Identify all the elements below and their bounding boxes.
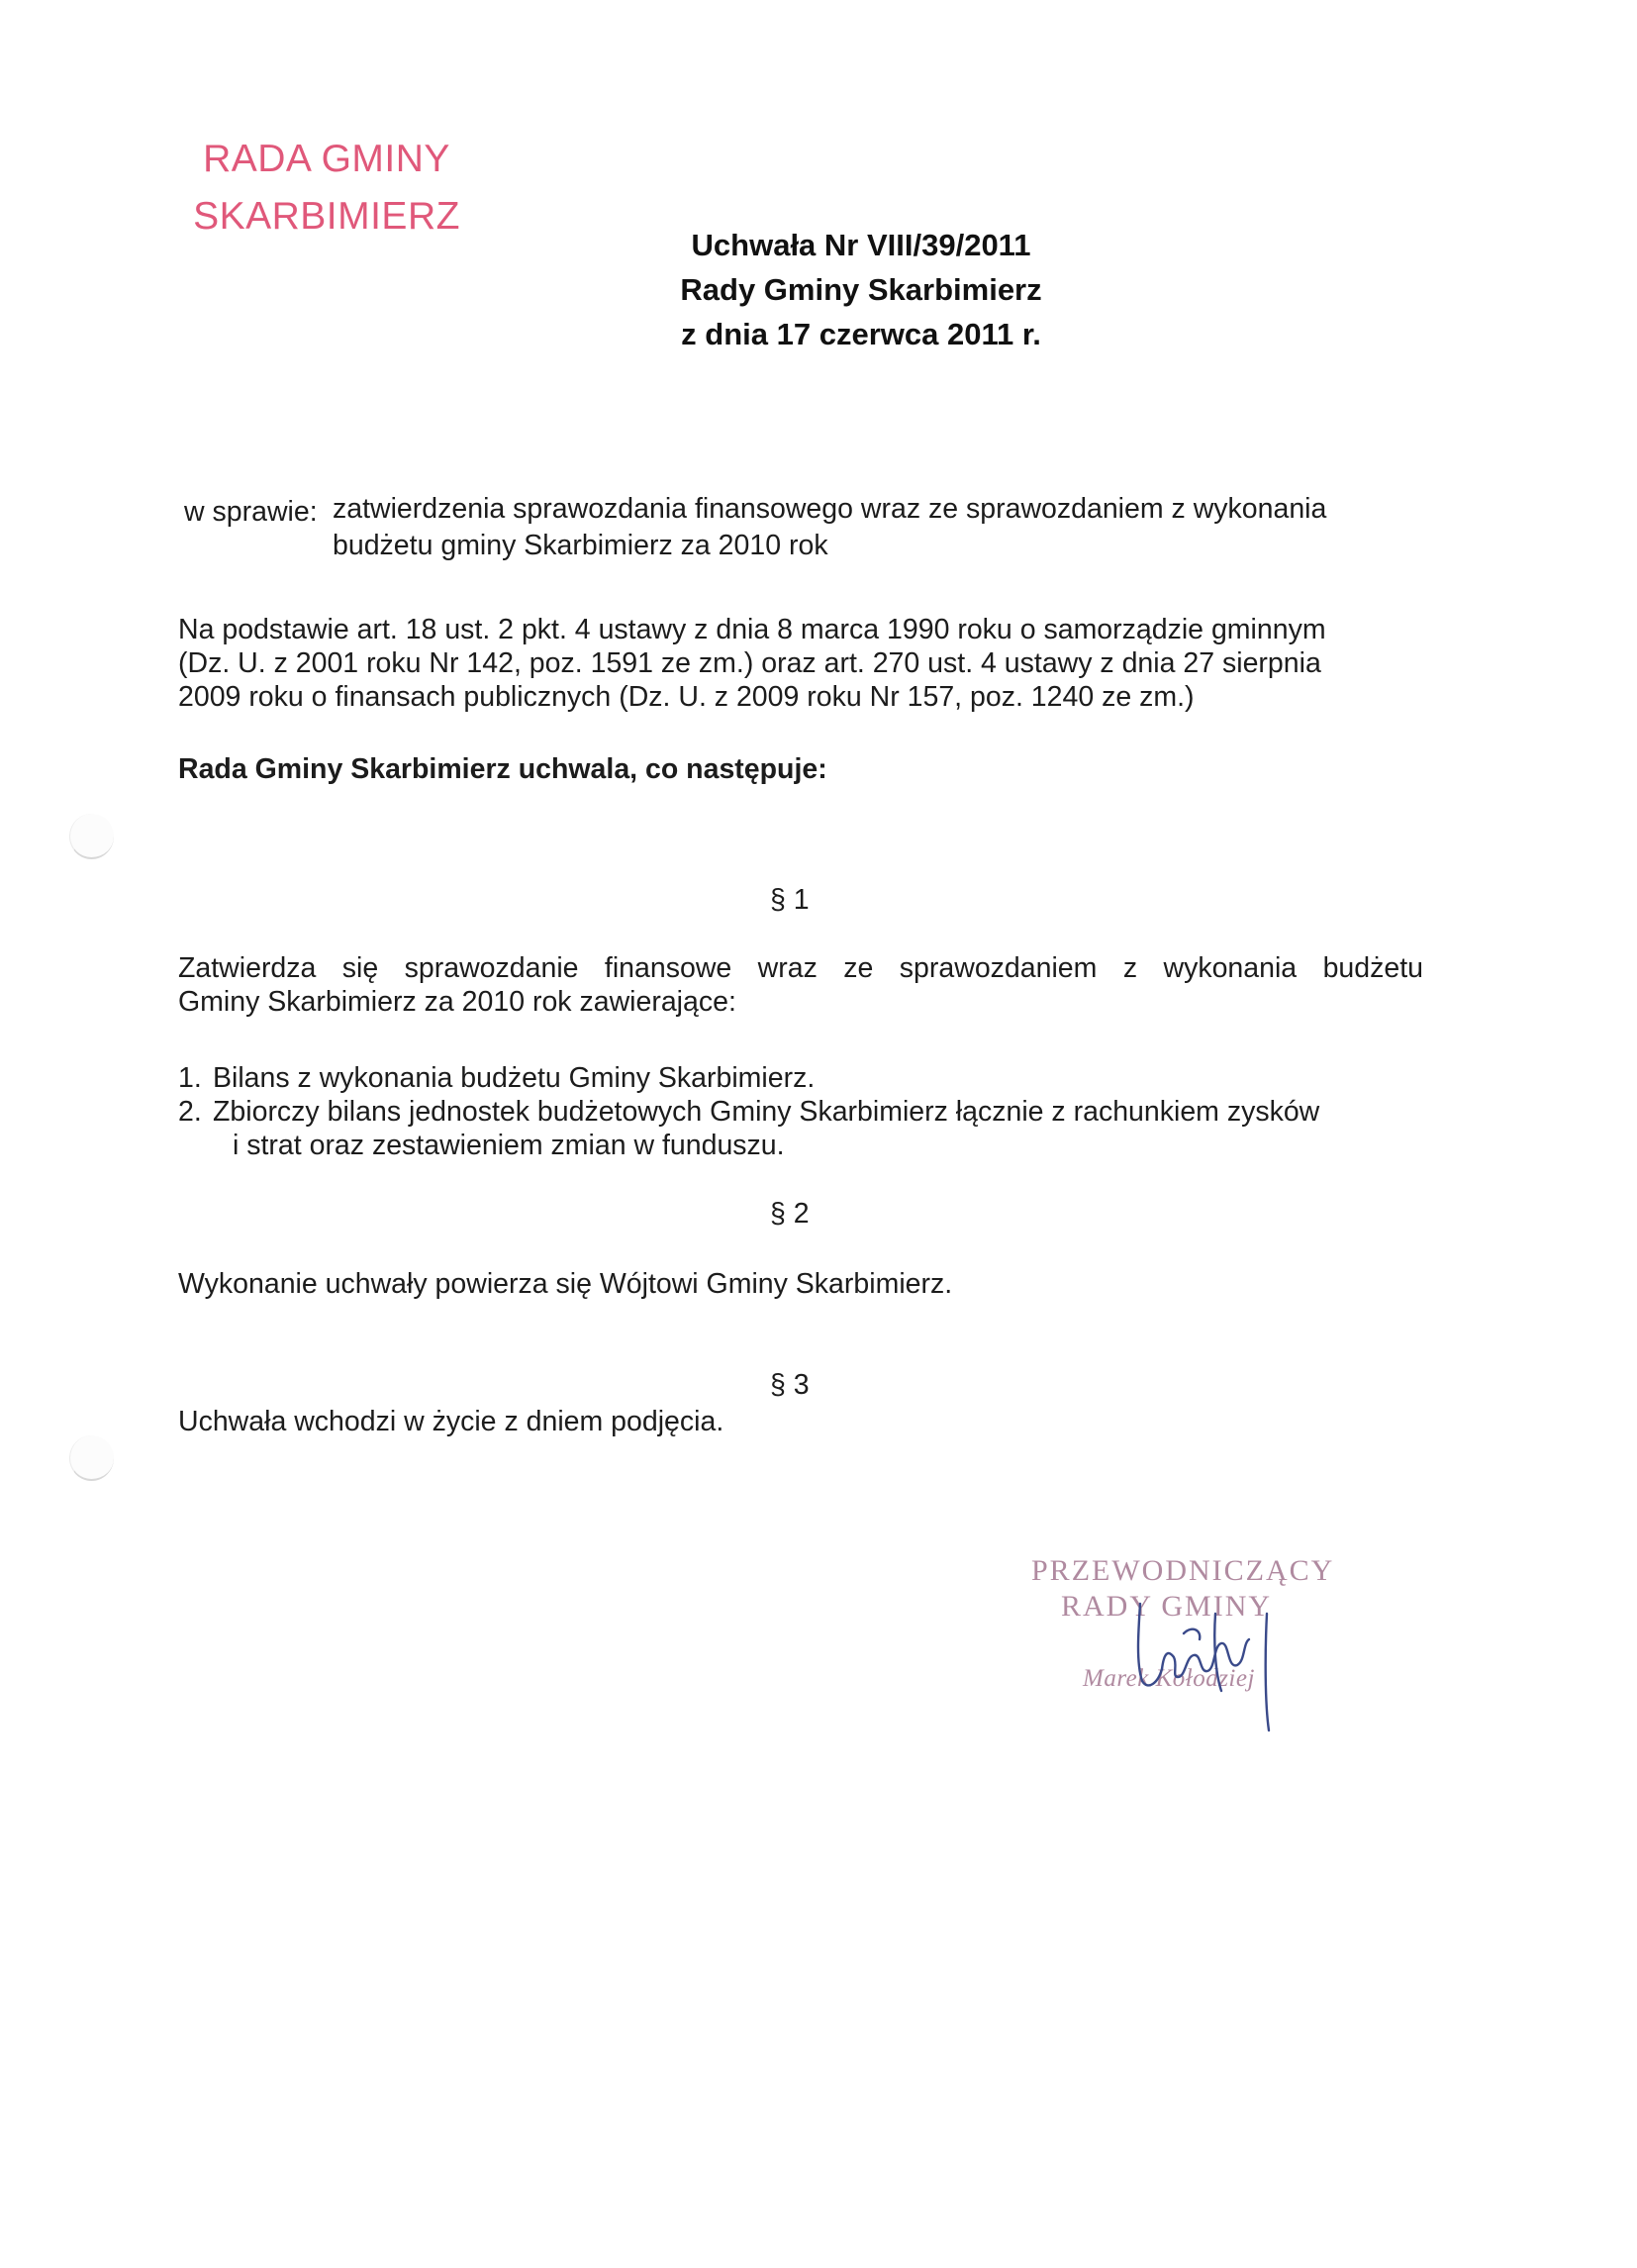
section-3-text: Uchwała wchodzi w życie z dniem podjęcia. [178,1406,724,1437]
header-stamp-line2: SKARBIMIERZ [193,195,460,238]
legal-basis-line3: 2009 roku o finansach publicznych (Dz. U. z 2009 roku Nr 157, poz. 1240 ze zm.) [178,681,1195,713]
legal-basis-line1: Na podstawie art. 18 ust. 2 pkt. 4 ustawy z dnia 8 marca 1990 roku o samorządzie gminnym [178,614,1326,645]
subject-line2: budżetu gminy Skarbimierz za 2010 rok [333,530,828,561]
section-1-text-line1: Zatwierdza się sprawozdanie finansowe wraz ze sprawozdaniem z wykonania budżetu [178,952,1423,984]
stamp-name: Marek Kołodziej [1083,1665,1255,1692]
council-header-stamp [168,131,485,246]
section-1-text-line2: Gminy Skarbimierz za 2010 rok zawierające: [178,986,736,1018]
legal-basis-line2: (Dz. U. z 2001 roku Nr 142, poz. 1591 ze zm.) oraz art. 270 ust. 4 ustawy z dnia 27 sierpnia [178,647,1321,679]
resolution-intro: Rada Gminy Skarbimierz uchwala, co następuje: [178,753,827,785]
list-item [178,1095,1319,1162]
section-2-heading: § 2 [770,1198,810,1230]
header-stamp-line1: RADA GMINY [203,138,450,180]
resolution-title [633,223,1089,356]
list-item-continuation: i strat oraz zestawieniem zmian w funduszu. [233,1130,785,1161]
section-1-text [178,951,1423,1019]
title-line1: Uchwała Nr VIII/39/2011 [691,228,1031,262]
handwritten-signature [1099,1574,1297,1732]
stamp-title-line1: PRZEWODNICZĄCY [1031,1554,1335,1587]
punch-hole-mark [69,1435,114,1481]
title-line3: z dnia 17 czerwca 2011 r. [681,317,1041,351]
punch-hole-mark [69,814,114,859]
section-3-heading: § 3 [770,1369,810,1401]
list-item-text: Bilans z wykonania budżetu Gminy Skarbimierz. [213,1062,816,1094]
legal-basis [178,613,1425,714]
section-1-heading: § 1 [770,884,810,916]
list-item-number: 1. [178,1062,202,1094]
section-2-text: Wykonanie uchwały powierza się Wójtowi Gminy Skarbimierz. [178,1268,953,1300]
list-item [178,1061,1319,1095]
subject-label: w sprawie: [184,496,318,528]
stamp-title-line2: RADY GMINY [1061,1590,1273,1623]
subject-line1: zatwierdzenia sprawozdania finansowego wraz ze sprawozdaniem z wykonania [333,493,1327,525]
chairman-signature-stamp [1019,1554,1376,1732]
section-1-list [178,1061,1319,1162]
title-line2: Rady Gminy Skarbimierz [680,272,1042,307]
list-item-text: Zbiorczy bilans jednostek budżetowych Gminy Skarbimierz łącznie z rachunkiem zysków [213,1096,1320,1128]
list-item-number: 2. [178,1096,202,1128]
